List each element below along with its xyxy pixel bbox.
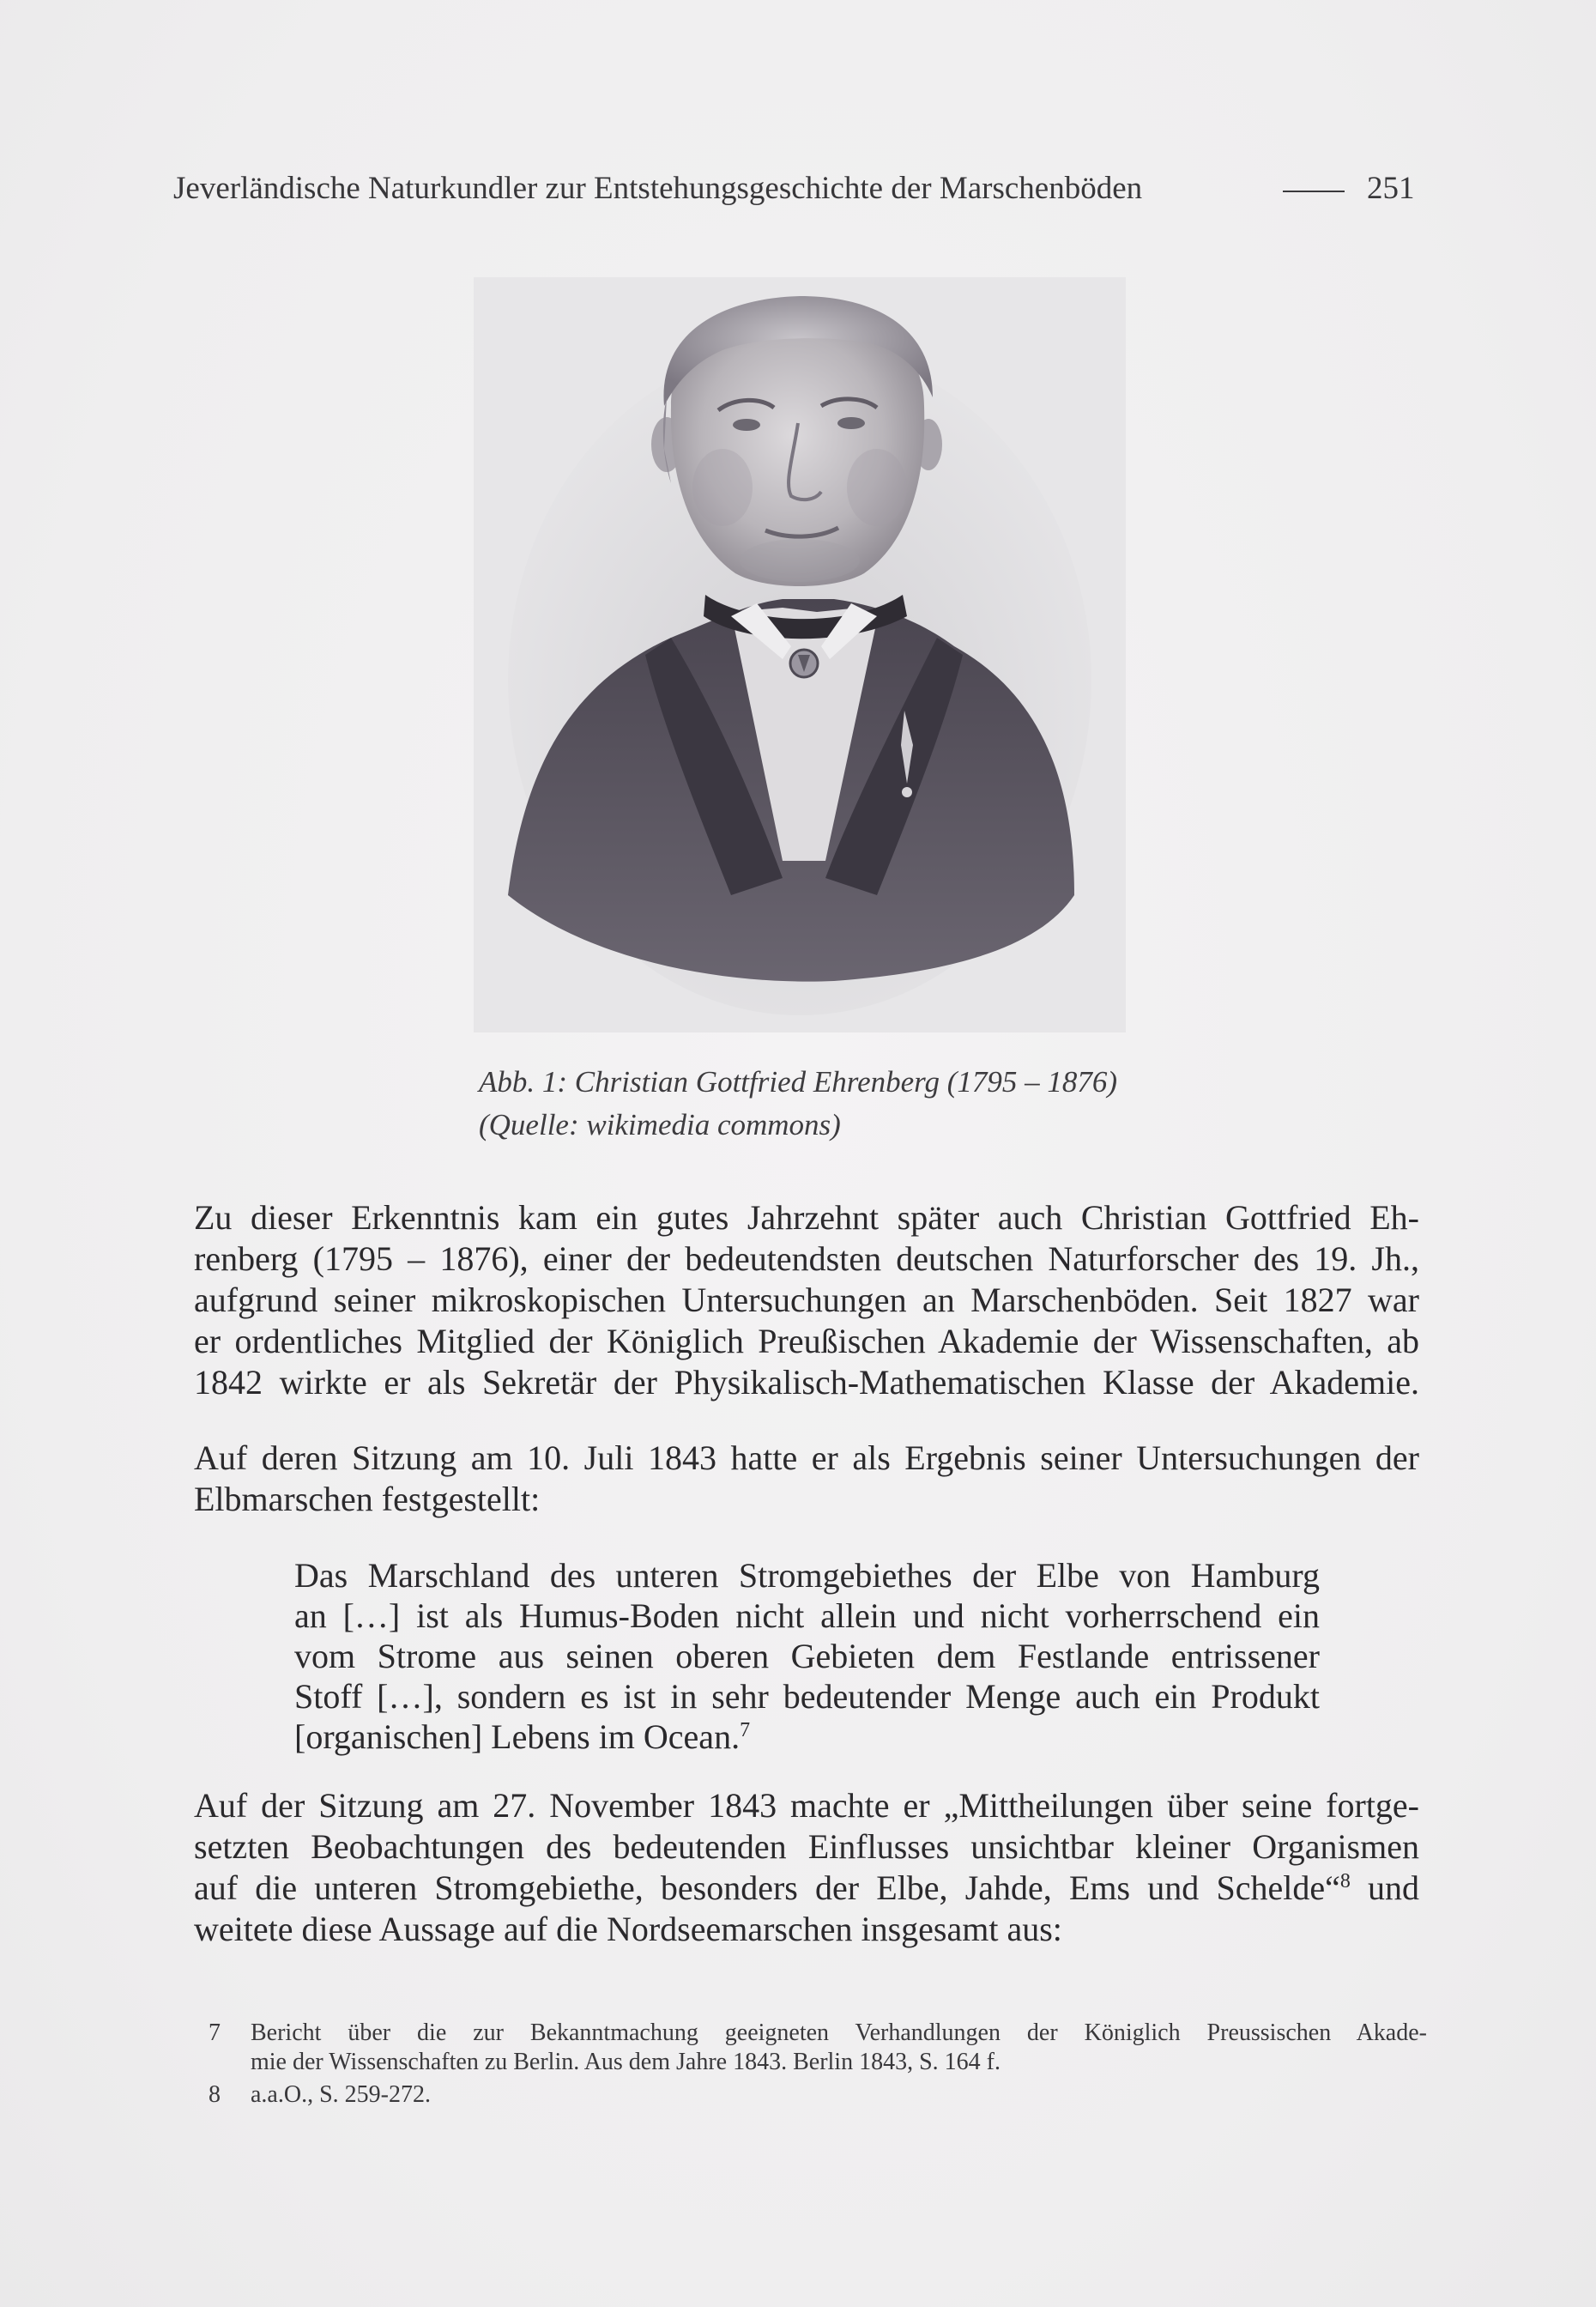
- footnote-7: [209, 2019, 1427, 2077]
- figure-caption: [479, 1061, 1182, 1147]
- text-line: [194, 1868, 1419, 1909]
- quote-line: Stoff […], sondern es ist in sehr bedeutender Menge auch ein Produkt: [294, 1677, 1320, 1716]
- text-line: Zu dieser Erkenntnis kam ein gutes Jahrzehnt später auch Christian Gottfried Eh-: [194, 1198, 1419, 1237]
- quote-last-text: [organischen] Lebens im Ocean.: [294, 1717, 741, 1756]
- caption-title: Abb. 1: Christian Gottfried Ehrenberg (1795 – 1876): [479, 1065, 1118, 1099]
- footnote-ref-8[interactable]: 8: [1339, 1870, 1351, 1892]
- footnote-number: 7: [209, 2019, 221, 2046]
- text-line: aufgrund seiner mikroskopischen Untersuchungen an Marschenböden. Seit 1827 war: [194, 1281, 1419, 1319]
- text-line: er ordentliches Mitglied der Königlich Preußischen Akademie der Wissenschaften, ab: [194, 1322, 1419, 1360]
- page-number: 251: [1367, 171, 1415, 206]
- quote-line: an […] ist als Humus-Boden nicht allein und nicht vorherrschend ein: [294, 1596, 1320, 1635]
- text-segment: auf die unteren Stromgebiethe, besonders der Elbe, Jahde, Ems und Schelde“: [194, 1868, 1340, 1907]
- quote-line: vom Strome aus seinen oberen Gebieten dem Festlande entrissener: [294, 1637, 1320, 1675]
- block-quote: [294, 1555, 1320, 1757]
- portrait-illustration: [474, 277, 1126, 1032]
- footnote-8: [209, 2080, 1427, 2110]
- text-line: setzten Beobachtungen des bedeutenden Einflusses unsichtbar kleiner Organismen: [194, 1827, 1419, 1866]
- text-line: weitete diese Aussage auf die Nordseemarschen insgesamt aus:: [194, 1910, 1062, 1948]
- paragraph-2: [194, 1438, 1419, 1520]
- quote-line: Das Marschland des unteren Stromgebiethes der Elbe von Hamburg: [294, 1556, 1320, 1595]
- paragraph-3: [194, 1785, 1419, 1950]
- running-header-title: Jeverländische Naturkundler zur Entstehungsgeschichte der Marschenböden: [173, 171, 1143, 206]
- footnotes: [209, 2019, 1427, 2113]
- header-rule: [1283, 191, 1345, 192]
- footnote-line: mie der Wissenschaften zu Berlin. Aus dem Jahre 1843. Berlin 1843, S. 164 f.: [251, 2049, 1001, 2075]
- caption-source: (Quelle: wikimedia commons): [479, 1108, 841, 1141]
- text-segment: und: [1350, 1868, 1420, 1907]
- paragraph-1: [194, 1197, 1419, 1403]
- footnote-line: Bericht über die zur Bekanntmachung geeigneten Verhandlungen der Königlich Preussischen Akade-: [251, 2019, 1427, 2046]
- running-header: [173, 163, 1416, 215]
- text-line: Auf der Sitzung am 27. November 1843 machte er „Mittheilungen über seine fortge-: [194, 1786, 1419, 1825]
- quote-line: [294, 1717, 1320, 1757]
- portrait-figure: [474, 277, 1126, 1032]
- footnote-line: a.a.O., S. 259-272.: [251, 2081, 431, 2108]
- footnote-number: 8: [209, 2081, 221, 2108]
- text-line: renberg (1795 – 1876), einer der bedeutendsten deutschen Naturforscher des 19. Jh.,: [194, 1239, 1419, 1278]
- text-line: 1842 wirkte er als Sekretär der Physikalisch-Mathematischen Klasse der Akademie.: [194, 1363, 1419, 1402]
- text-line: Elbmarschen festgestellt:: [194, 1480, 541, 1518]
- footnote-ref-7[interactable]: 7: [740, 1719, 751, 1741]
- text-line: Auf deren Sitzung am 10. Juli 1843 hatte er als Ergebnis seiner Untersuchungen der: [194, 1438, 1419, 1477]
